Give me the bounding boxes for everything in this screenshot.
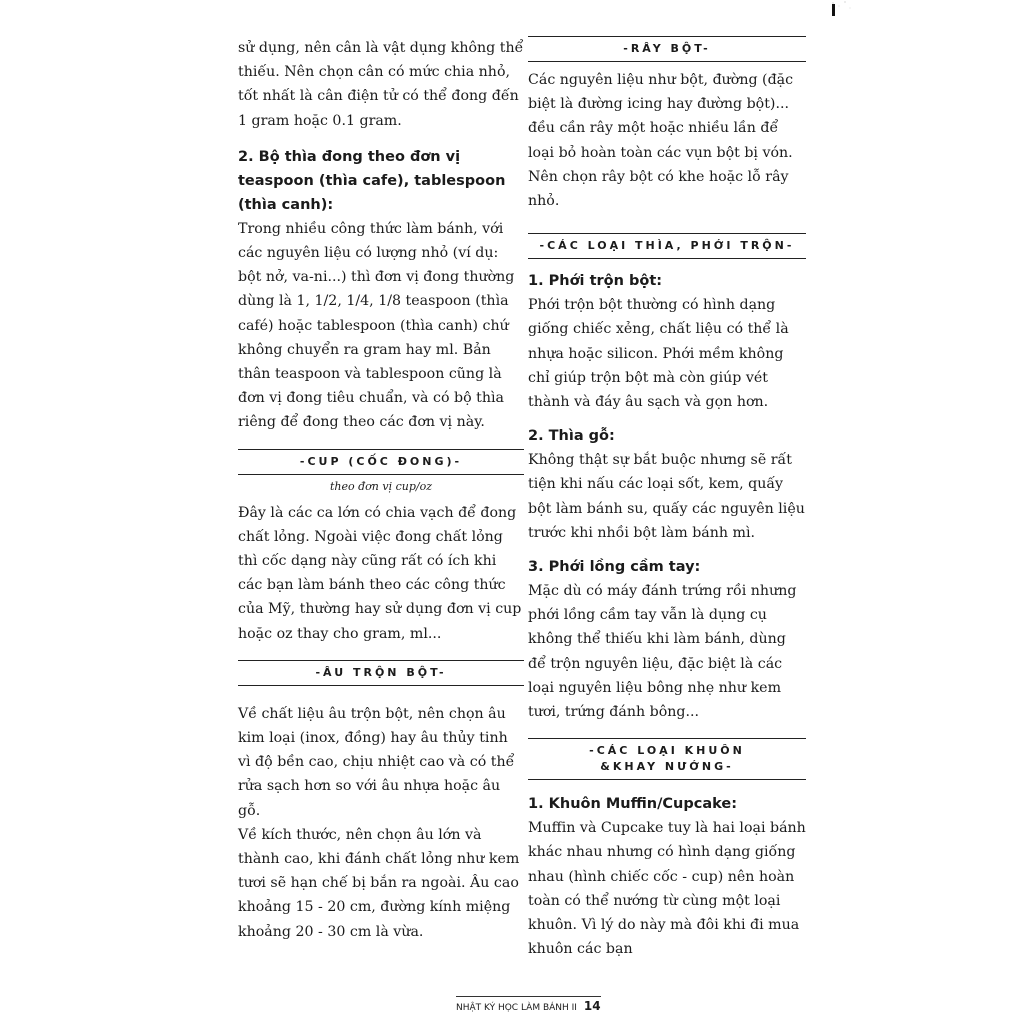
molds-section-title-line1: -CÁC LOẠI KHUÔN	[589, 744, 745, 758]
cup-section-subtitle: theo đơn vị cup/oz	[329, 479, 433, 493]
bowl-section-header	[238, 660, 524, 686]
cup-section-title: -CUP (CỐC ĐONG)-	[299, 454, 463, 468]
spatula-text: Phới trộn bột thường có hình dạng giống chiếc xẻng, chất liệu có thể là nhựa hoặc silicon. Phới mềm không chỉ giúp trộn bột mà còn giúp vét thành và đáy âu sạch và gọn hơn.	[528, 297, 789, 411]
measuring-spoons-text: Trong nhiều công thức làm bánh, với các nguyên liệu có lượng nhỏ (ví dụ: bột nở, va-ni...) thì đơn vị đong thường dùng là 1, 1/2, 1/4, 1/8 teaspoon (thìa café) hoặc tablespoon (thìa canh) chứ không chuyển ra gram hay ml. Bản thân teaspoon và tablespoon cũng là đơn vị đong tiêu chuẩn, và có bộ thìa riêng để đong theo các đơn vị này.	[238, 220, 515, 431]
left-column	[238, 36, 524, 944]
cup-section-header	[238, 449, 524, 475]
whisk-heading: 3. Phới lồng cầm tay:	[528, 559, 701, 576]
bowl-text-size: Về kích thước, nên chọn âu lớn và thành cao, khi đánh chất lỏng như kem tươi sẽ hạn chế bị bắn ra ngoài. Âu cao khoảng 15 - 20 cm, đường kính miệng khoảng 20 - 30 cm là vừa.	[238, 826, 520, 940]
cup-text: Đây là các ca lớn có chia vạch để đong chất lỏng. Ngoài việc đong chất lỏng thì cốc dạng này cũng rất có ích khi các bạn làm bánh theo các công thức của Mỹ, thường hay sử dụng đơn vị cup hoặc oz thay cho gram, ml...	[238, 504, 522, 642]
wooden-spoon-heading: 2. Thìa gỗ:	[528, 428, 615, 445]
molds-section-header	[528, 738, 806, 780]
whisk-text: Mặc dù có máy đánh trứng rồi nhưng phới lồng cầm tay vẫn là dụng cụ không thể thiếu khi làm bánh, dùng để trộn nguyên liệu, đặc biệt là các loại nguyên liệu bông nhẹ như kem tươi, trứng đánh bông...	[528, 583, 797, 721]
scan-noise	[830, 0, 854, 12]
wooden-spoon-text: Không thật sự bắt buộc nhưng sẽ rất tiện khi nấu các loại sốt, kem, quấy bột làm bánh su, quấy các nguyên liệu trước khi nhồi bột làm bánh mì.	[528, 452, 805, 541]
sieve-section-title: -RÂY BỘT-	[623, 42, 711, 55]
muffin-mold-heading: 1. Khuôn Muffin/Cupcake:	[528, 796, 738, 813]
spoons-section-title: -CÁC LOẠI THÌA, PHỚI TRỘN-	[539, 239, 795, 253]
measuring-spoons-heading: 2. Bộ thìa đong theo đơn vị teaspoon (thìa cafe), tablespoon (thìa canh):	[238, 148, 506, 213]
right-column	[528, 36, 806, 961]
intro-paragraph: sử dụng, nên cân là vật dụng không thể thiếu. Nên chọn cân có mức chia nhỏ, tốt nhất là cân điện tử có thể đong đến 1 gram hoặc 0.1 gram.	[238, 40, 524, 129]
sieve-text: Các nguyên liệu như bột, đường (đặc biệt là đường icing hay đường bột)... đều cần rây một hoặc nhiều lần để loại bỏ hoàn toàn các vụn bột bị vón. Nên chọn rây bột có khe hoặc lỗ rây nhỏ.	[528, 72, 794, 210]
bowl-text-material: Về chất liệu âu trộn bột, nên chọn âu kim loại (inox, đồng) hay âu thủy tinh vì độ bền cao, chịu nhiệt cao và có thể rửa sạch hơn so với âu nhựa hoặc âu gỗ.	[238, 705, 515, 819]
sieve-section-header	[528, 36, 806, 62]
spatula-heading: 1. Phới trộn bột:	[528, 273, 663, 290]
page-footer	[456, 996, 601, 1013]
molds-section-title-line2: &KHAY NƯỚNG-	[600, 760, 734, 774]
spoons-section-header	[528, 233, 806, 259]
page-number: 14	[583, 999, 601, 1013]
bowl-section-title: -ÂU TRỘN BỘT-	[315, 665, 447, 679]
muffin-mold-text: Muffin và Cupcake tuy là hai loại bánh khác nhau nhưng có hình dạng giống nhau (hình chiếc cốc - cup) nên hoàn toàn có thể nướng từ cùng một loại khuôn. Vì lý do này mà đôi khi đi mua khuôn các bạn	[528, 820, 806, 958]
book-title: NHẬT KÝ HỌC LÀM BÁNH II	[456, 1003, 577, 1013]
